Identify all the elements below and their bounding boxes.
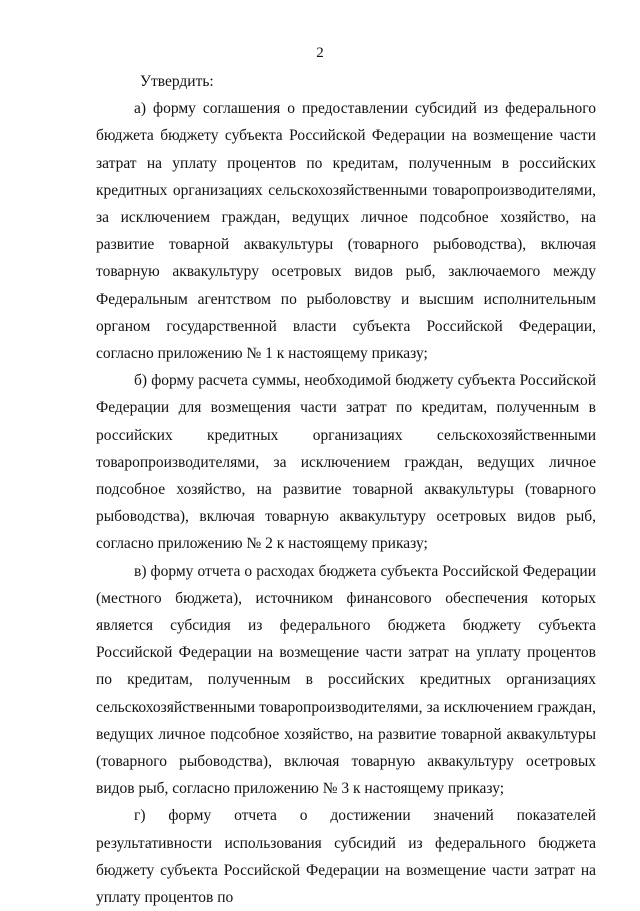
paragraph-g: г) форму отчета о достижении значений показателей результативности использования субсидий из федерального бюджета бюджету субъекта Российской Федерации на возмещение части затрат на уплату процентов по xyxy=(96,807,596,907)
paragraph-a: а) форму соглашения о предоставлении субсидий из федерального бюджета бюджету субъекта Российской Федерации на возмещение части затрат на уплату процентов по кредитам, полученным в российских кредитных организациях сельскохозяйственными товаропроизводителями, за исключением граждан, ведущих личное подсобное хозяйство, на развитие товарной аквакультуры (товарного рыбоводства), включая товарную аквакультуру осетровых видов рыб, заключаемого между Федеральным агентством по рыболовству и высшим исполнительным органом государственной власти субъекта Российской Федерации, согласно приложению № 1 к настоящему приказу; xyxy=(96,100,596,363)
intro-line: Утвердить: xyxy=(140,73,214,90)
page-number: 2 xyxy=(316,45,324,61)
paragraph-v: в) форму отчета о расходах бюджета субъекта Российской Федерации (местного бюджета), источником финансового обеспечения которых является субсидия из федерального бюджета бюджету субъекта Российской Федерации на возмещение части затрат на уплату процентов по кредитам, полученным в российских кредитных организациях сельскохозяйственными товаропроизводителями, за исключением граждан, ведущих личное подсобное хозяйство, на развитие товарной аквакультуры (товарного рыбоводства), включая товарную аквакультуру осетровых видов рыб, согласно приложению № 3 к настоящему приказу; xyxy=(96,562,596,798)
paragraph-b: б) форму расчета суммы, необходимой бюджету субъекта Российской Федерации для возмещения части затрат по кредитам, полученным в российских кредитных организациях сельскохозяйственными товаропроизводителями, за исключением граждан, ведущих личное подсобное хозяйство, на развитие товарной аквакультуры (товарного рыбоводства), включая товарную аквакультуру осетровых видов рыб, согласно приложению № 2 к настоящему приказу; xyxy=(96,372,596,553)
document-body xyxy=(96,68,596,911)
